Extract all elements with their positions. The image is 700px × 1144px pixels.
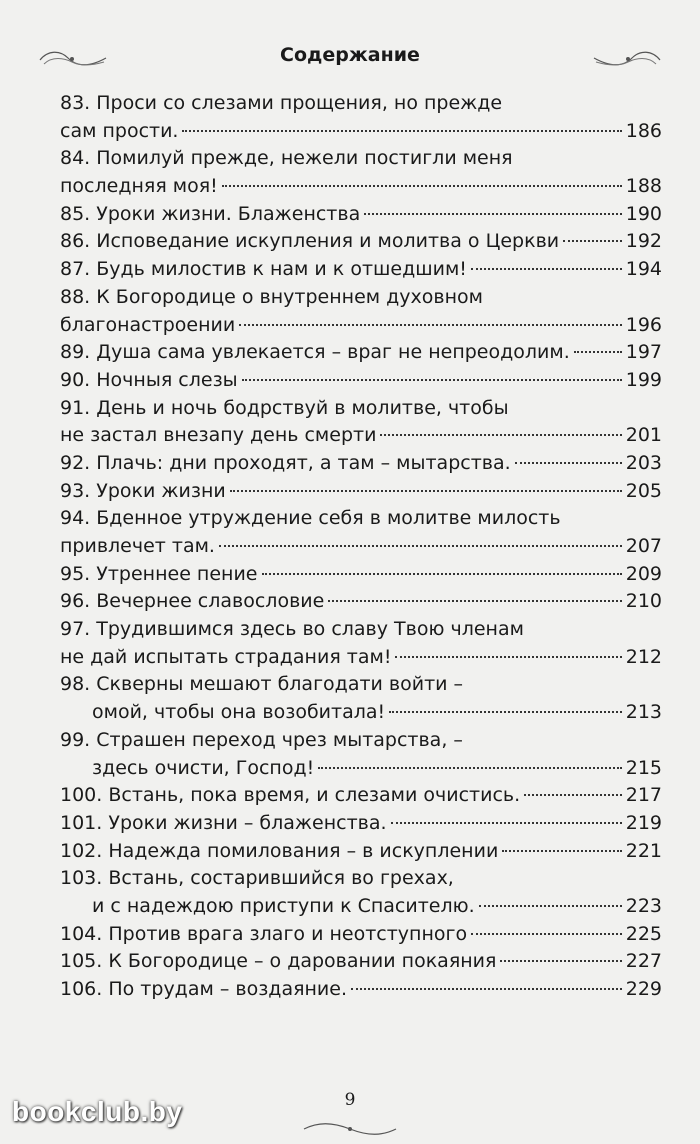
toc-page-number: 215 bbox=[625, 756, 662, 779]
dot-leader bbox=[239, 324, 622, 326]
toc-entry-text bbox=[60, 699, 385, 727]
toc-page-number: 203 bbox=[625, 451, 662, 474]
toc-entry-title: Ночныя слезы bbox=[96, 368, 238, 391]
toc-entry-line bbox=[60, 312, 662, 340]
toc-entry-line bbox=[60, 644, 662, 672]
toc-entry-number: 91. bbox=[60, 396, 91, 419]
toc-entry-line bbox=[60, 256, 662, 284]
page-title: Содержание bbox=[280, 44, 420, 66]
toc-entry-title: здесь очисти, Господ! bbox=[92, 756, 315, 779]
toc-page-number: 188 bbox=[625, 175, 662, 198]
toc-page-number: 217 bbox=[625, 784, 662, 807]
toc-page-number: 209 bbox=[625, 562, 662, 585]
toc-entry-number: 94. bbox=[60, 507, 91, 530]
toc-entry-text bbox=[60, 729, 463, 751]
toc-entry-text bbox=[60, 618, 524, 640]
toc-page-number: 223 bbox=[625, 894, 662, 917]
toc-entry-line bbox=[60, 755, 662, 783]
toc-entry-text bbox=[60, 921, 467, 949]
toc-entry-number: 86. bbox=[60, 230, 91, 253]
toc-entry-text bbox=[60, 755, 314, 783]
dot-leader bbox=[351, 988, 622, 990]
toc-entry-text bbox=[60, 118, 178, 146]
toc-entry-title: Бденное утруждение себя в молитве милость bbox=[96, 507, 561, 530]
toc-entry-number: 85. bbox=[60, 202, 91, 225]
toc-page-number: 186 bbox=[625, 119, 662, 142]
toc-page-number: 229 bbox=[625, 978, 662, 1000]
toc-entry-text bbox=[60, 256, 467, 284]
dot-leader bbox=[182, 130, 621, 132]
toc-entry-text bbox=[60, 673, 463, 695]
dot-leader bbox=[380, 434, 621, 436]
toc-entry-line bbox=[60, 367, 662, 395]
toc-entry-title: Плачь: дни проходят, а там – мытарства. bbox=[96, 451, 511, 474]
toc-entry-number: 95. bbox=[60, 562, 91, 585]
toc-page-number: 225 bbox=[625, 922, 662, 945]
toc-entry-number: 100. bbox=[60, 784, 103, 807]
toc-entry-number: 96. bbox=[60, 590, 91, 613]
toc-entry-line bbox=[60, 616, 662, 644]
toc-entry-title: День и ночь бодрствуй в молитве, чтобы bbox=[96, 396, 509, 419]
toc-page-number: 227 bbox=[625, 950, 662, 973]
dot-leader bbox=[242, 379, 622, 381]
toc-entry-line bbox=[60, 948, 662, 976]
toc-entry-title: Надежда помилования – в искуплении bbox=[108, 839, 499, 862]
dot-leader bbox=[395, 656, 621, 658]
dot-leader bbox=[502, 850, 621, 852]
toc-entry-text bbox=[60, 782, 520, 810]
toc-entry-title: последняя моя! bbox=[60, 175, 218, 198]
toc-entry-text bbox=[60, 422, 376, 450]
toc-entry-title: благонастроении bbox=[60, 313, 236, 336]
dot-leader bbox=[262, 573, 622, 575]
toc-entry-text bbox=[60, 147, 513, 169]
dot-leader bbox=[222, 185, 622, 187]
toc-entry-text bbox=[60, 893, 475, 921]
dot-leader bbox=[391, 822, 622, 824]
toc-entry-line bbox=[60, 395, 662, 423]
toc-entry-line bbox=[60, 838, 662, 866]
toc-entry-title: не дай испытать страдания там! bbox=[60, 645, 392, 668]
toc-entry-text bbox=[60, 173, 218, 201]
toc-entry-title: Уроки жизни – блаженства. bbox=[108, 811, 387, 834]
toc-entry-title: Исповедание искупления и молитва о Церкви bbox=[96, 230, 560, 253]
right-flourish-ornament-icon bbox=[592, 46, 662, 72]
dot-leader bbox=[500, 960, 621, 962]
toc-entry-number: 98. bbox=[60, 673, 91, 696]
toc-entry-number: 105. bbox=[60, 950, 103, 973]
toc-entry-number: 83. bbox=[60, 92, 91, 114]
toc-entry-title: Будь милостив к нам и к отшедшим! bbox=[96, 258, 467, 281]
toc-entry-line bbox=[60, 145, 662, 173]
dot-leader bbox=[364, 213, 622, 215]
toc-entry-number: 102. bbox=[60, 839, 103, 862]
toc-entry-title: К Богородице о внутреннем духовном bbox=[96, 285, 483, 308]
toc-entry-title: омой, чтобы она возобитала! bbox=[92, 701, 386, 724]
toc-entry-title: По трудам – воздаяние. bbox=[108, 978, 348, 1000]
table-of-contents bbox=[60, 90, 662, 1004]
toc-entry-line bbox=[60, 201, 662, 229]
toc-page-number: 201 bbox=[625, 424, 662, 447]
dot-leader bbox=[563, 240, 622, 242]
toc-entry-number: 101. bbox=[60, 811, 103, 834]
toc-page-number: 219 bbox=[625, 811, 662, 834]
toc-entry-text bbox=[60, 507, 561, 529]
footer-flourish-ornament-icon bbox=[300, 1120, 400, 1138]
toc-entry-number: 90. bbox=[60, 368, 91, 391]
toc-entry-text bbox=[60, 838, 498, 866]
toc-page-number: 190 bbox=[625, 202, 662, 225]
toc-entry-text bbox=[60, 450, 511, 478]
toc-page-number: 207 bbox=[625, 535, 662, 557]
toc-page-number: 221 bbox=[625, 839, 662, 862]
toc-page-number: 213 bbox=[625, 701, 662, 724]
toc-entry-text bbox=[60, 533, 215, 561]
toc-entry-number: 84. bbox=[60, 147, 91, 170]
toc-entry-line bbox=[60, 228, 662, 256]
toc-entry-line bbox=[60, 422, 662, 450]
toc-entry-line bbox=[60, 478, 662, 506]
toc-entry-line bbox=[60, 173, 662, 201]
toc-entry-line bbox=[60, 505, 662, 533]
toc-entry-line bbox=[60, 284, 662, 312]
dot-leader bbox=[230, 490, 622, 492]
toc-entry-number: 92. bbox=[60, 451, 91, 474]
toc-page-number: 197 bbox=[625, 341, 662, 364]
toc-entry-number: 97. bbox=[60, 618, 91, 641]
toc-entry-title: Встань, пока время, и слезами очистись. bbox=[108, 784, 521, 807]
toc-entry-text bbox=[60, 810, 387, 838]
dot-leader bbox=[389, 711, 622, 713]
toc-entry-line bbox=[60, 782, 662, 810]
dot-leader bbox=[524, 794, 622, 796]
toc-entry-line bbox=[60, 561, 662, 589]
toc-entry-title: не застал внезапу день смерти bbox=[60, 424, 377, 447]
toc-entry-title: Утреннее пение bbox=[96, 562, 258, 585]
toc-entry-text bbox=[60, 644, 391, 672]
toc-entry-line bbox=[60, 865, 662, 893]
toc-entry-line bbox=[60, 118, 662, 146]
toc-entry-title: привлечет там. bbox=[60, 535, 215, 557]
toc-entry-text bbox=[60, 286, 483, 308]
toc-entry-text bbox=[60, 976, 347, 1004]
dot-leader bbox=[318, 767, 622, 769]
toc-page-number: 205 bbox=[625, 479, 662, 502]
toc-page-number: 192 bbox=[625, 230, 662, 253]
toc-entry-number: 87. bbox=[60, 258, 91, 281]
toc-entry-text bbox=[60, 312, 235, 340]
toc-entry-title: Душа сама увлекается – враг не непреодолим. bbox=[96, 341, 570, 364]
toc-entry-line bbox=[60, 727, 662, 755]
toc-entry-title: Вечернее славословие bbox=[96, 590, 325, 613]
toc-page-number: 210 bbox=[625, 590, 662, 613]
dot-leader bbox=[574, 351, 622, 353]
page-header bbox=[0, 40, 700, 76]
toc-entry-line bbox=[60, 893, 662, 921]
toc-entry-number: 99. bbox=[60, 728, 91, 751]
dot-leader bbox=[471, 933, 622, 935]
toc-entry-text bbox=[60, 867, 454, 889]
toc-entry-title: Страшен переход чрез мытарства, – bbox=[96, 728, 463, 751]
toc-entry-number: 93. bbox=[60, 479, 91, 502]
toc-page-number: 194 bbox=[625, 258, 662, 281]
toc-entry-number: 104. bbox=[60, 922, 103, 945]
toc-entry-line bbox=[60, 976, 662, 1004]
toc-entry-title: Скверны мешают благодати войти – bbox=[96, 673, 464, 696]
dot-leader bbox=[328, 600, 621, 602]
toc-entry-number: 106. bbox=[60, 978, 103, 1000]
toc-entry-title: Уроки жизни. Блаженства bbox=[96, 202, 361, 225]
toc-entry-title: Встань, состарившийся во грехах, bbox=[108, 867, 454, 890]
toc-entry-line bbox=[60, 699, 662, 727]
toc-entry-title: и с надеждою приступи к Спасителю. bbox=[92, 894, 475, 917]
toc-entry-line bbox=[60, 588, 662, 616]
toc-entry-text bbox=[60, 478, 226, 506]
toc-entry-text bbox=[60, 339, 570, 367]
toc-entry-text bbox=[60, 92, 502, 114]
toc-entry-text bbox=[60, 588, 324, 616]
watermark-text: bookclub.by bbox=[12, 1096, 183, 1127]
toc-entry-text bbox=[60, 228, 559, 256]
toc-page-number: 196 bbox=[625, 313, 662, 336]
toc-entry-title: сам прости. bbox=[60, 119, 179, 142]
dot-leader bbox=[515, 462, 622, 464]
toc-entry-title: Трудившимся здесь во славу Твою членам bbox=[96, 618, 524, 641]
toc-entry-line bbox=[60, 921, 662, 949]
toc-entry-number: 89. bbox=[60, 341, 91, 364]
toc-entry-line bbox=[60, 533, 662, 561]
toc-entry-line bbox=[60, 810, 662, 838]
toc-page-number: 212 bbox=[625, 645, 662, 668]
page-number: 9 bbox=[344, 1090, 356, 1110]
toc-entry-text bbox=[60, 561, 258, 589]
toc-entry-text bbox=[60, 201, 360, 229]
toc-entry-line bbox=[60, 90, 662, 118]
toc-entry-text bbox=[60, 367, 238, 395]
toc-entry-line bbox=[60, 671, 662, 699]
toc-entry-number: 88. bbox=[60, 285, 91, 308]
dot-leader bbox=[479, 905, 622, 907]
toc-entry-title: Помилуй прежде, нежели постигли меня bbox=[96, 147, 513, 170]
toc-entry-title: К Богородице – о даровании покаяния bbox=[108, 950, 497, 973]
dot-leader bbox=[219, 545, 622, 547]
toc-entry-line bbox=[60, 339, 662, 367]
toc-entry-line bbox=[60, 450, 662, 478]
toc-entry-text bbox=[60, 948, 496, 976]
toc-entry-title: Против врага злаго и неотступного bbox=[108, 922, 468, 945]
dot-leader bbox=[471, 268, 622, 270]
toc-entry-title: Уроки жизни bbox=[96, 479, 226, 502]
toc-entry-text bbox=[60, 397, 509, 419]
toc-entry-number: 103. bbox=[60, 867, 103, 890]
toc-entry-title: Проси со слезами прощения, но прежде bbox=[96, 92, 503, 114]
toc-page-number: 199 bbox=[625, 368, 662, 391]
